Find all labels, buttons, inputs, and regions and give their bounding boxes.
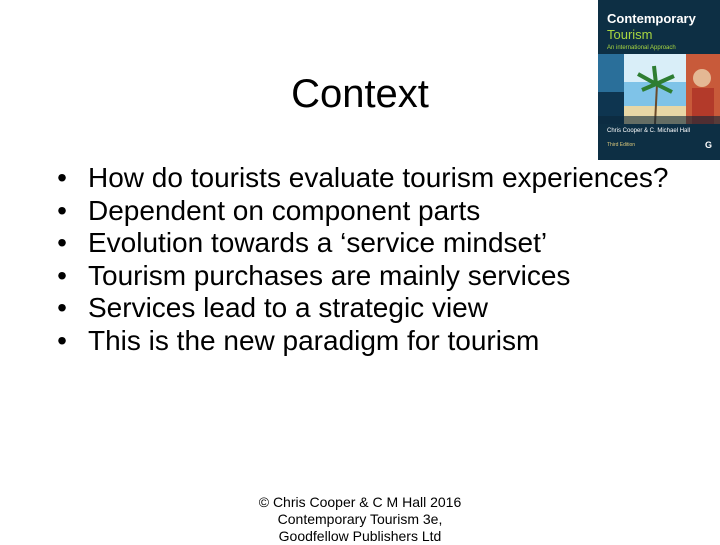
bullet-icon: •: [57, 259, 67, 291]
copyright-footer: [0, 494, 720, 545]
book-title-line2: Tourism: [607, 27, 653, 42]
bullet-icon: •: [57, 292, 67, 323]
bullet-text: Tourism purchases are mainly services: [88, 259, 571, 291]
bullet-icon: •: [57, 162, 67, 193]
bullet-item: [52, 292, 672, 325]
bullet-text: This is the new paradigm for tourism: [88, 324, 540, 356]
book-authors: Chris Cooper & C. Michael Hall: [607, 128, 691, 134]
footer-line: © Chris Cooper & C M Hall 2016: [258, 494, 462, 510]
bullet-icon: •: [57, 324, 67, 356]
bullet-text: Dependent on component parts: [88, 194, 481, 226]
bullet-item: [52, 227, 672, 260]
slide-title: Context: [291, 72, 429, 116]
footer-line: Contemporary Tourism 3e,: [277, 511, 443, 527]
footer-line: Goodfellow Publishers Ltd: [278, 528, 442, 544]
bullet-text: How do tourists evaluate tourism experiences?: [88, 162, 669, 193]
bullet-text: Services lead to a strategic view: [88, 292, 488, 323]
bullet-item: [52, 162, 672, 195]
bullet-text: Evolution towards a ‘service mindset’: [88, 227, 548, 258]
bullet-item: [52, 195, 672, 228]
bullet-item: [52, 325, 672, 358]
book-edition: Third Edition: [607, 142, 636, 148]
book-subtitle: An international Approach: [607, 45, 676, 51]
book-cover-photo-collage: [598, 54, 720, 124]
bullet-icon: •: [57, 194, 67, 226]
book-title-line1: Contemporary: [607, 11, 696, 26]
publisher-logo-icon: G: [705, 140, 713, 150]
bullet-list: [52, 162, 672, 357]
bullet-icon: •: [57, 227, 67, 258]
book-cover-image: [598, 0, 720, 160]
bullet-item: [52, 260, 672, 293]
